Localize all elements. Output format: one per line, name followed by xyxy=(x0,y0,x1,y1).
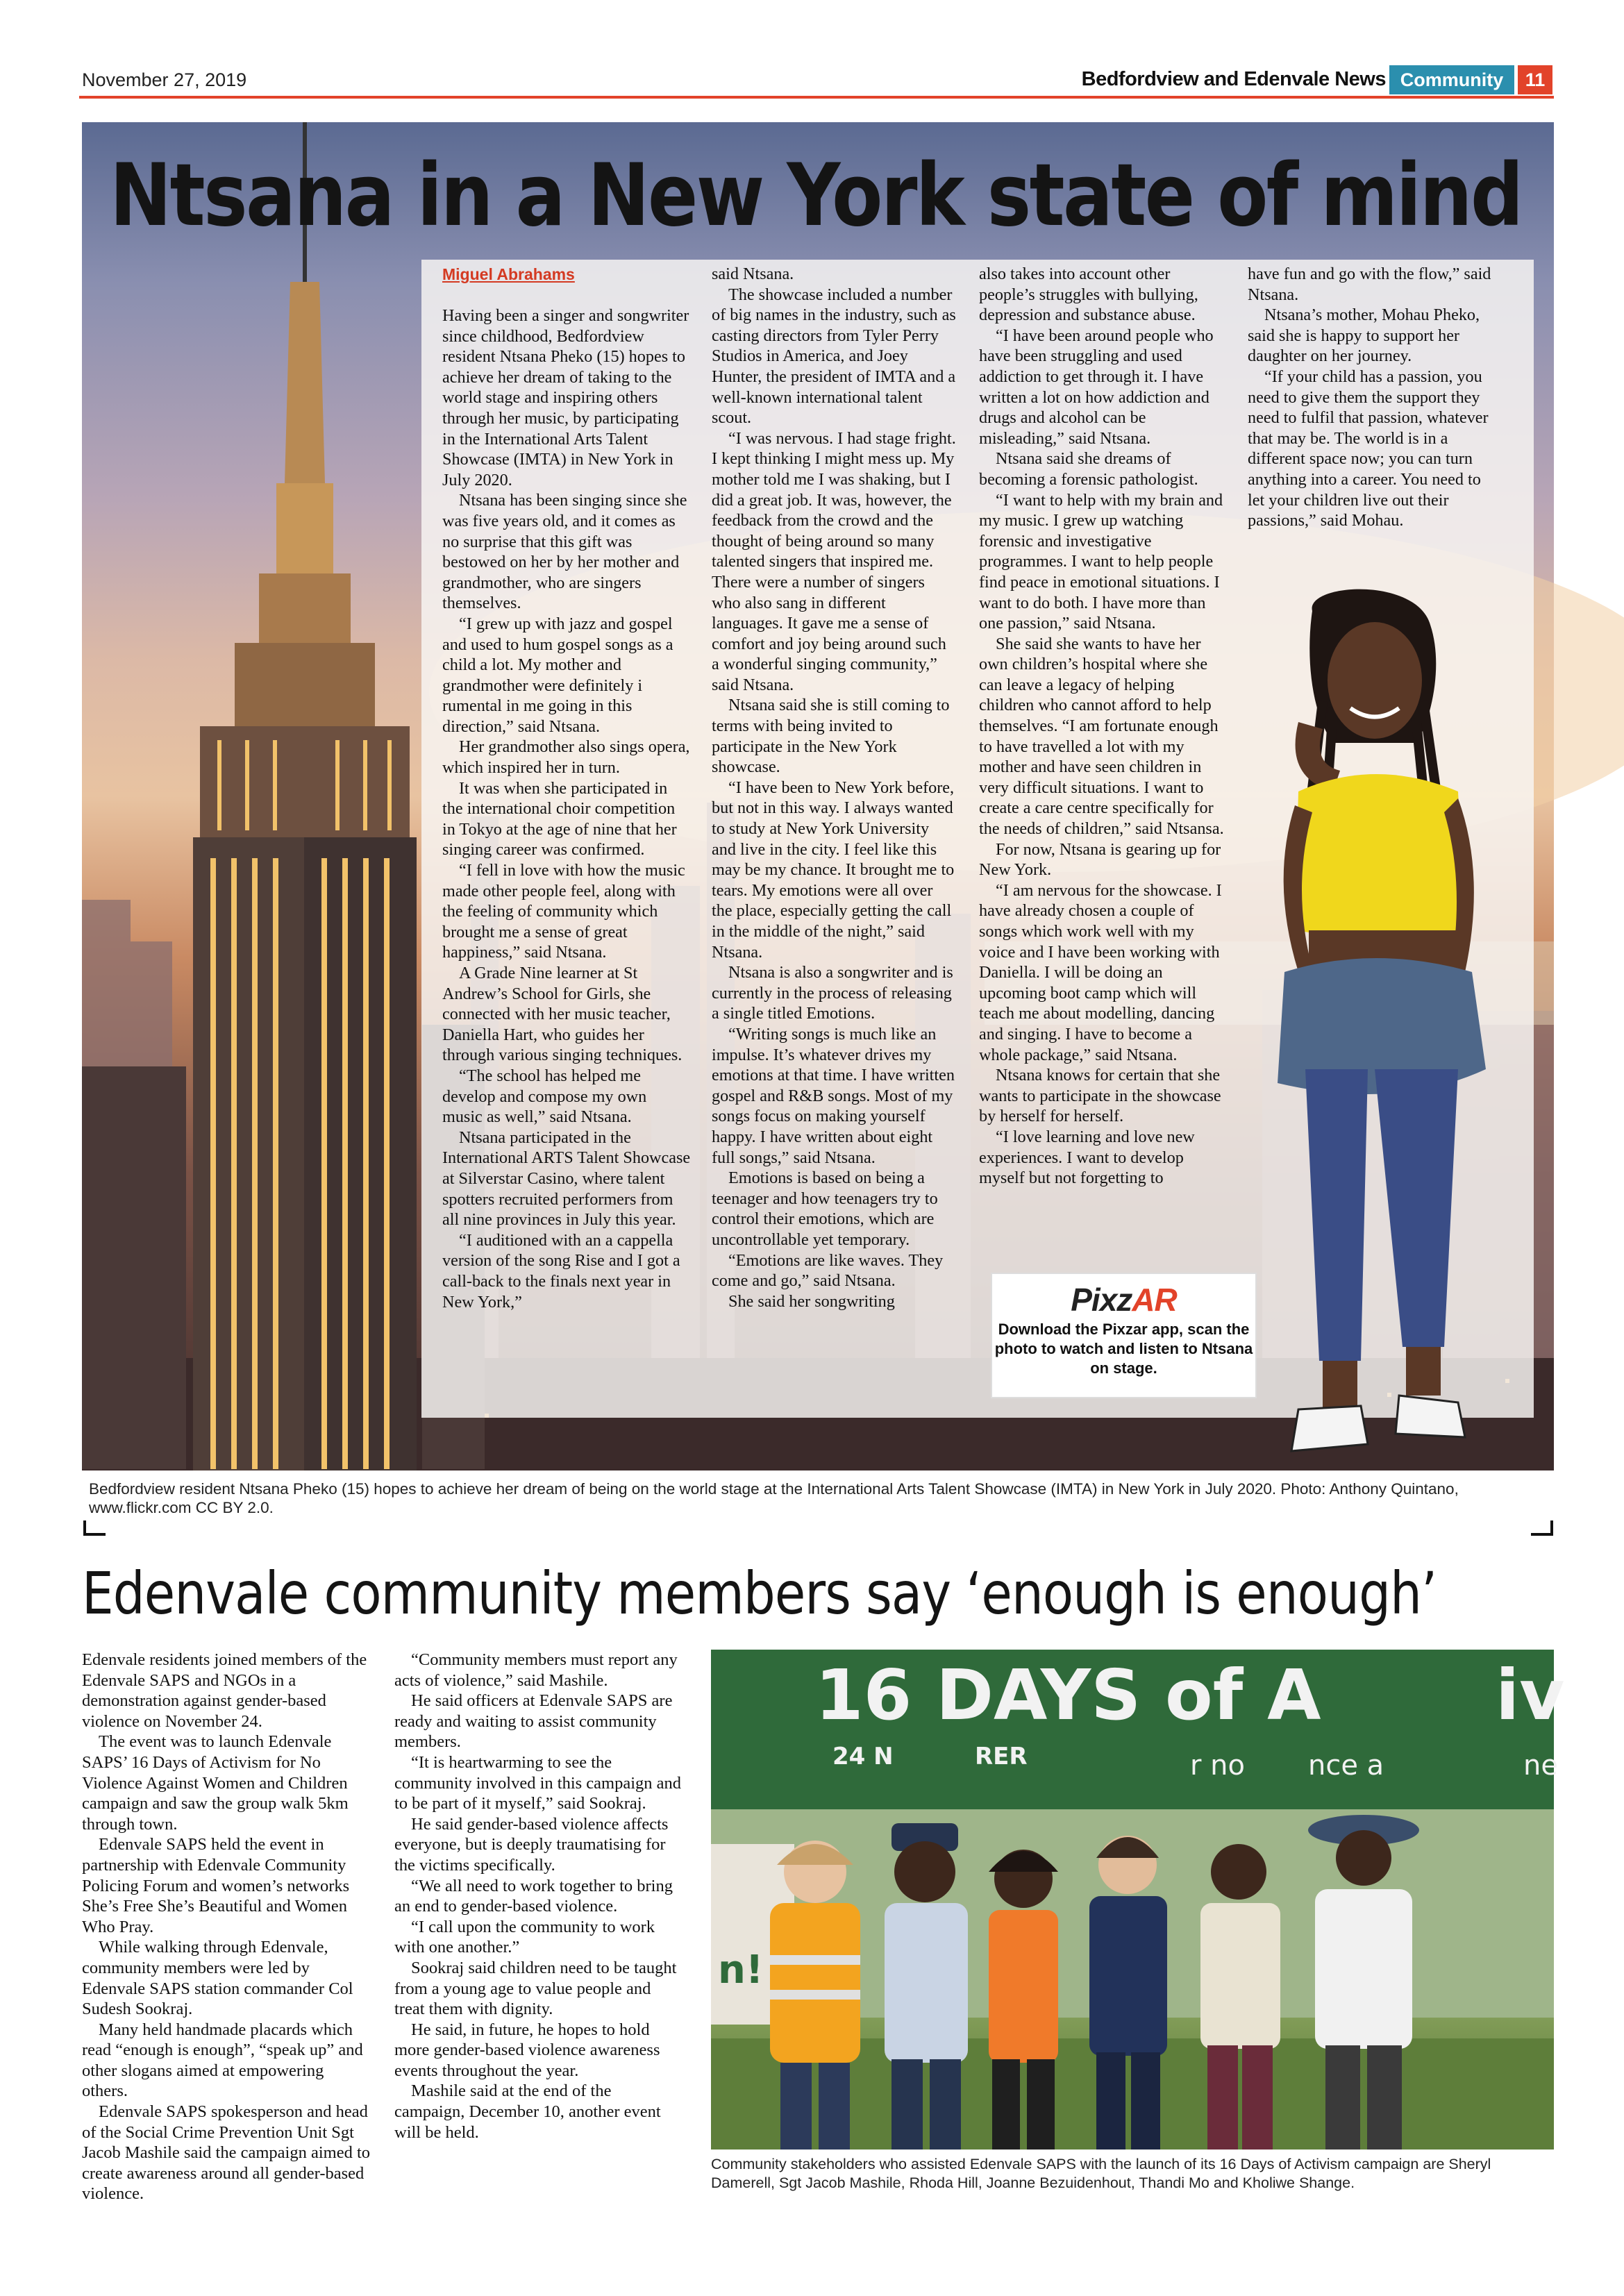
group-photo xyxy=(711,1650,1565,2150)
paragraph: “I am nervous for the showcase. I have already chosen a couple of songs which work well with my voice and I have been working with Daniella. I will be doing an upcoming boot camp which will teach me about modelling, dancing and singing. I have to become a whole package,” said Ntsana. xyxy=(979,880,1222,1064)
banner-date-b: RER xyxy=(975,1743,1028,1770)
paragraph: Many held handmade placards which read “enough is enough”, “speak up” and other slogans aimed at empowering others. xyxy=(82,2020,363,2101)
story1-column-1 xyxy=(442,305,691,1312)
paragraph: “I call upon the community to work with one another.” xyxy=(394,1917,655,1957)
paragraph: Ntsana has been singing since she was five years old, and it comes as no surprise that this gift was bestowed on her by her mother and grandmother, who are singers themselves. xyxy=(442,491,687,613)
paragraph: Ntsana knows for certain that she wants to participate in the showcase by herself for herself. xyxy=(979,1066,1221,1126)
header-rule xyxy=(79,96,1554,99)
paragraph: It was when she participated in the international choir competition in Tokyo at the age of nine that her singing career was confirmed. xyxy=(442,778,677,860)
paragraph: A Grade Nine learner at St Andrew’s School for Girls, she connected with her music teacher, Daniella Hart, who guides her through various singing techniques. xyxy=(442,964,683,1065)
paragraph: Edenvale residents joined members of the Edenvale SAPS and NGOs in a demonstration against gender-based violence on November 24. xyxy=(82,1650,367,1731)
paragraph: “I grew up with jazz and gospel and used to hum gospel songs as a child a lot. My mother and grandmother were definitely i rumental in me going in this direction,” said Ntsana. xyxy=(442,614,673,736)
paragraph: “I auditioned with an a cappella version of the song Rise and I got a call-back to the finals next year in New York,” xyxy=(442,1230,680,1312)
paragraph: “If your child has a passion, you need to give them the support they need to fulfil that passion, whatever that may be. The world is in a different space now; you can turn anything into a career. You need to let your children live out their passions,” said Mohau. xyxy=(1248,367,1489,530)
page-number: 11 xyxy=(1518,65,1552,94)
paragraph: The event was to launch Edenvale SAPS’ 16 Days of Activism for No Violence Against Women and Children campaign and saw the group walk 5km through town. xyxy=(82,1732,349,1834)
paragraph: Emotions is based on being a teenager and how teenagers try to control their emotions, which are uncontrollable yet temporary. xyxy=(712,1168,938,1249)
story2-column-2 xyxy=(394,1650,685,2143)
paragraph: She said her songwriting xyxy=(728,1291,895,1311)
paragraph: “I want to help with my brain and my music. I grew up watching forensic and investigative programmes. I want to help people find peace in emotional situations. I want to do both. I have more than one passion,” said Ntsana. xyxy=(979,490,1223,633)
crop-mark-left xyxy=(83,1520,106,1536)
paragraph: also takes into account other people’s struggles with bullying, depression and substance abuse. xyxy=(979,265,1198,325)
banner-text-tail: iv xyxy=(1496,1654,1565,1736)
issue-date: November 27, 2019 xyxy=(82,69,247,90)
paragraph: Her grandmother also sings opera, which inspired her in turn. xyxy=(442,737,690,778)
paragraph: He said, in future, he hopes to hold more gender-based violence awareness events throughout the year. xyxy=(394,2020,660,2080)
pixzar-logo: PixzAR xyxy=(1071,1282,1177,1318)
pixzar-instructions: Download the Pixzar app, scan the photo to watch and listen to Ntsana on stage. xyxy=(994,1321,1253,1377)
paragraph: She said she wants to have her own children’s hospital where she can leave a legacy of helping children who cannot afford to help themselves. “I am fortunate enough to have travelled a lot with my mother and have seen children in very difficult situations. I want to create a care centre specifically for the needs of children,” said Ntsansa. xyxy=(979,634,1224,839)
byline[interactable]: Miguel Abrahams xyxy=(442,265,575,283)
paragraph: For now, Ntsana is gearing up for New York. xyxy=(979,839,1221,880)
banner-subtext-b: nce a xyxy=(1308,1750,1384,1782)
publication-name: Bedfordview and Edenvale News xyxy=(1081,68,1386,90)
crop-mark-right xyxy=(1531,1520,1553,1536)
paragraph: “I have been around people who have been struggling and used addiction to get through it. I have written a lot on how addiction and drugs and alcohol can be misleading,” said Ntsana. xyxy=(979,326,1214,448)
paragraph: “I fell in love with how the music made other people feel, along with the feeling of community which brought me a sense of great happiness,” said Ntsana. xyxy=(442,861,685,962)
paragraph: “The school has helped me develop and compose my own music as well,” said Ntsana. xyxy=(442,1066,647,1127)
paragraph: said Ntsana. xyxy=(712,265,794,283)
story2-photo-caption: Community stakeholders who assisted Edenvale SAPS with the launch of its 16 Days of Activism campaign are Sheryl Damerell, Sgt Jacob Mashile, Rhoda Hill, Joanne Bezuidenhout, Thandi Mo and Kholiwe Shange. xyxy=(711,2156,1491,2191)
paragraph: “I was nervous. I had stage fright. I kept thinking I might mess up. My mother told me I was shaking, but I did a great job. It was, however, the feedback from the crowd and the thought of being around so many talented singers that inspired me. There were a number of singers who also sang in different languages. It gave me a sense of comfort and joy being around such a wonderful singing community,” said Ntsana. xyxy=(712,428,956,694)
paragraph: have fun and go with the flow,” said Ntsana. xyxy=(1248,265,1491,304)
paragraph: “It is heartwarming to see the community involved in this campaign and to be part of it myself,” said Sookraj. xyxy=(394,1752,682,1813)
paragraph: “Writing songs is much like an impulse. It’s whatever drives my emotions at that time. I have written gospel and R&B songs. Most of my songs focus on making yourself happy. I have written about eight full songs,” said Ntsana. xyxy=(712,1024,955,1167)
paragraph: The showcase included a number of big names in the industry, such as casting directors from Tyler Perry Studios in America, and Joey Hunter, the president of IMTA and a well-known international talent scout. xyxy=(712,285,956,428)
paragraph: Sookraj said children need to be taught from a young age to value people and treat them with dignity. xyxy=(394,1958,677,2019)
story1-photo-caption: Bedfordview resident Ntsana Pheko (15) hopes to achieve her dream of being on the world stage at the International Arts Talent Showcase (IMTA) in New York in July 2020. Photo: Anthony Quintano, www.flickr.com CC BY 2.0. xyxy=(89,1480,1459,1516)
paragraph: Ntsana’s mother, Mohau Pheko, said she is happy to support her daughter on her journey. xyxy=(1248,305,1480,366)
paragraph: “I love learning and love new experiences. I want to develop myself but not forgetting to xyxy=(979,1127,1195,1188)
paragraph: “Community members must report any acts of violence,” said Mashile. xyxy=(394,1650,678,1690)
paragraph: “I have been to New York before, but not in this way. I always wanted to study at New York University and live in the city. I feel like this may be my chance. It brought me to tears. My emotions were all over the place, especially getting the call in the middle of the night,” said Ntsana. xyxy=(712,778,955,962)
paragraph: Edenvale SAPS held the event in partnership with Edenvale Community Policing Forum and women’s networks She’s Free She’s Beautiful and Women Who Pray. xyxy=(82,1835,350,1936)
singer-portrait xyxy=(1257,583,1507,1458)
story1-column-3 xyxy=(979,264,1226,1189)
banner-text: 16 DAYS of A xyxy=(815,1654,1321,1736)
story1-headline: Ntsana in a New York state of mind xyxy=(110,146,1522,246)
paragraph: Having been a singer and songwriter since childhood, Bedfordview resident Ntsana Pheko (15) hopes to achieve her dream of taking to the world stage and inspiring others through her music, by participating in the International Arts Talent Showcase (IMTA) in New York in July 2020. xyxy=(442,306,689,489)
group-photo-illustration xyxy=(711,1650,1565,2150)
paragraph: Edenvale SAPS spokesperson and head of the Social Crime Prevention Unit Sgt Jacob Mashile said the campaign aimed to create awareness around all gender-based violence. xyxy=(82,2102,371,2204)
empire-state-building xyxy=(193,122,417,1470)
story2-column-1 xyxy=(82,1650,374,2204)
banner-subtext-c: ne xyxy=(1523,1750,1558,1782)
story2-headline: Edenvale community members say ‘enough is enough’ xyxy=(82,1559,1437,1627)
section-badge: Community xyxy=(1389,65,1514,94)
banner-date: 24 N xyxy=(832,1743,894,1770)
paragraph: Ntsana is also a songwriter and is currently in the process of releasing a single titled Emotions. xyxy=(712,963,953,1023)
paragraph: He said officers at Edenvale SAPS are ready and waiting to assist community members. xyxy=(394,1691,673,1752)
pixzar-promo-box[interactable] xyxy=(991,1273,1257,1398)
paragraph: Mashile said at the end of the campaign, December 10, another event will be held. xyxy=(394,2081,661,2142)
paragraph: He said gender-based violence affects everyone, but is deeply traumatising for the victims specifically. xyxy=(394,1814,669,1875)
placard-text: n! xyxy=(718,1947,764,1993)
story1-column-2 xyxy=(712,264,957,1312)
paragraph: “Emotions are like waves. They come and go,” said Ntsana. xyxy=(712,1250,944,1291)
paragraph: While walking through Edenvale, community members were led by Edenvale SAPS station commander Col Sudesh Sookraj. xyxy=(82,1938,353,2019)
paragraph: Ntsana said she dreams of becoming a forensic pathologist. xyxy=(979,449,1198,489)
paragraph: Ntsana participated in the International ARTS Talent Showcase at Silverstar Casino, where talent spotters recruited performers from all nine provinces in July this year. xyxy=(442,1128,691,1230)
paragraph: “We all need to work together to bring an end to gender-based violence. xyxy=(394,1876,673,1916)
banner-subtext: r no xyxy=(1190,1750,1245,1782)
paragraph: Ntsana said she is still coming to terms with being invited to participate in the New York showcase. xyxy=(712,696,950,777)
story1-column-4 xyxy=(1248,264,1498,531)
